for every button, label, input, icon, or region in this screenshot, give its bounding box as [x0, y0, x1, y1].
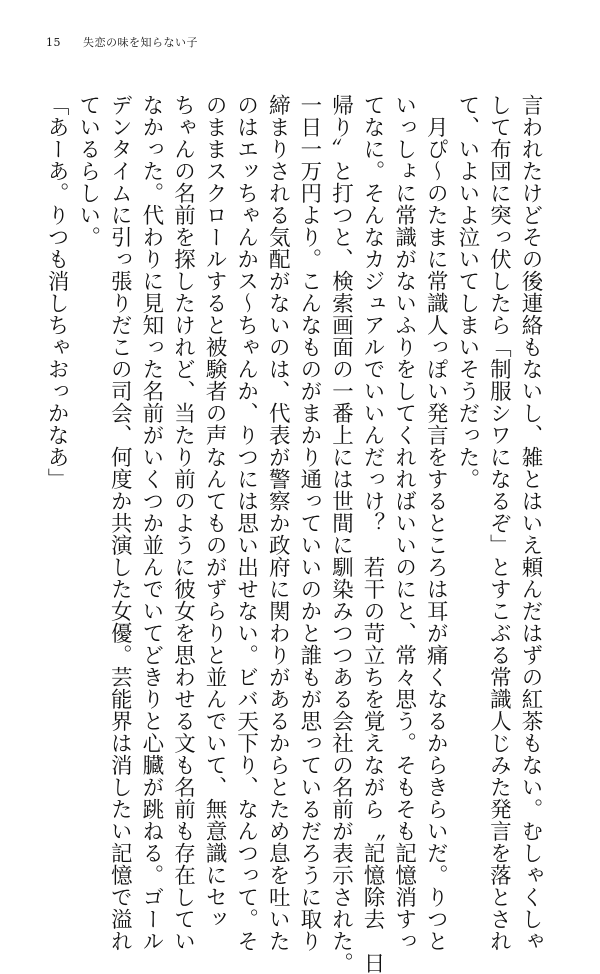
- text-line: 言われたけどその後連絡もないし、雑とはいえ頼んだはずの紅茶もない。むしゃくしゃ: [518, 94, 543, 952]
- running-title: 失恋の味を知らない子: [83, 36, 198, 49]
- text-line: ちゃんの名前を探したけれど、当たり前のように彼女を思わせる文も名前も存在してい: [170, 94, 196, 952]
- text-line: 帰り〟と打つと、検索画面の一番上には世間に馴染みつつある会社の名前が表示された。: [328, 94, 354, 974]
- text-line: 月ぴ〜のたまに常識人っぽい発言をするところは耳が痛くなるからきらいだ。りつと: [423, 94, 449, 952]
- text-line: のままスクロールすると被験者の声なんてものがずらりと並んでいて、無意識にセッ: [202, 94, 228, 930]
- page-number: 15: [46, 35, 61, 49]
- text-line: 一日一万円より。こんなものがまかり通っていいのかと誰もが思っているだろうに取り: [296, 94, 322, 952]
- text-line: ているらしい。: [75, 94, 101, 248]
- text-line: なかった。代わりに見知った名前がいくつか並んでいてどきりと心臓が跳ねる。ゴール: [138, 94, 164, 952]
- text-line: いっしょに常識がないふりをしてくれればいいのにと、常々思う。そもそも記憶消すっ: [391, 94, 417, 952]
- text-line: 締まりされる気配がないのは、代表が警察か政府に関わりがあるからとため息を吐いた: [265, 94, 291, 952]
- text-line: して布団に突っ伏したら「制服シワになるぞ」とすこぶる常識人じみた発言を落とされ: [486, 94, 512, 952]
- text-line: て、いよいよ泣いてしまいそうだった。: [454, 94, 480, 490]
- text-line: 「あーあ。りつも消しちゃおっかなあ」: [44, 94, 70, 490]
- body-text: [41, 94, 547, 974]
- text-line: のはエッちゃんかス〜ちゃんか、りつには思い出せない。ビバ天下り、なんつって。そ: [233, 94, 259, 952]
- page-header: [46, 34, 198, 50]
- text-line: てなに。そんなカジュアルでいいんだっけ？ 若干の苛立ちを覚えながら〝記憶除去 日: [360, 94, 386, 974]
- text-line: デンタイムに引っ張りだこの司会、何度か共演した女優。芸能界は消したい記憶で溢れ: [107, 94, 133, 952]
